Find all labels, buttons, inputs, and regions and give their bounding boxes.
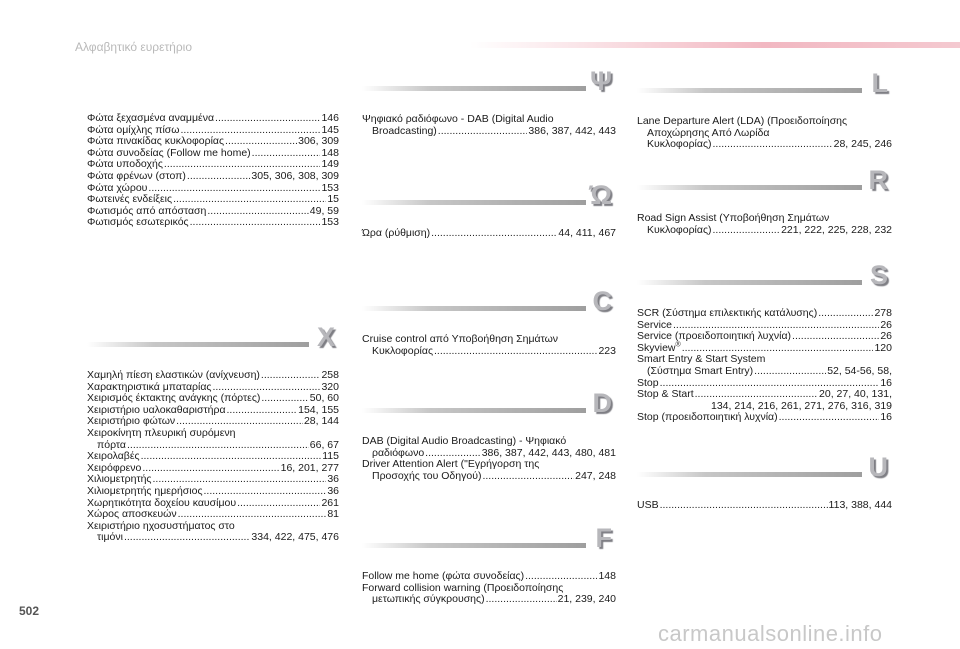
s-section bbox=[637, 260, 892, 424]
entry-line: Χειροκίνητη πλευρική συρόμενη bbox=[87, 426, 236, 439]
index-entry bbox=[637, 116, 892, 151]
section-divider-bar bbox=[87, 342, 309, 347]
index-entry: SCR (Σύστημα επιλεκτικής κατάλυσης) ..... 278 bbox=[637, 308, 892, 320]
index-entry: Φωτισμός από απόσταση ..... 49, 59 bbox=[87, 206, 339, 218]
section-header bbox=[637, 68, 892, 116]
entry-continuation: Κυκλοφορίας) ..... 221, 222, 225, 228, 232 bbox=[637, 225, 892, 237]
c-section bbox=[362, 286, 616, 357]
section-divider-bar bbox=[362, 306, 586, 311]
entry-continuation: ραδιόφωνο ..... 386, 387, 442, 443, 480, 481 bbox=[362, 448, 616, 460]
section-divider-bar bbox=[362, 86, 586, 91]
section-header bbox=[362, 286, 616, 334]
index-entry: Φώτα ομίχλης πίσω ..... 145 bbox=[87, 125, 339, 137]
index-entry: Service ..... 26 bbox=[637, 320, 892, 332]
index-column-1 bbox=[87, 113, 339, 229]
section-header bbox=[362, 388, 616, 436]
index-entry: Φώτα πινακίδας κυκλοφορίας ..... 306, 309 bbox=[87, 136, 339, 148]
entry-line: Stop & Start ..... 20, 27, 40, 131, bbox=[637, 389, 892, 401]
index-entry: Χώρος αποσκευών ..... 81 bbox=[87, 509, 339, 521]
omega-section bbox=[362, 180, 616, 240]
section-letter: Ψ bbox=[590, 66, 612, 96]
section-letter: F bbox=[595, 523, 612, 553]
index-entry: Φώτα υποδοχής ..... 149 bbox=[87, 159, 339, 171]
index-entry: Stop (προειδοποιητική λυχνία) ..... 16 bbox=[637, 412, 892, 424]
index-entry: Χαρακτηριστικά μπαταρίας ..... 320 bbox=[87, 382, 339, 394]
index-entry: Φώτα ξεχασμένα αναμμένα ..... 146 bbox=[87, 113, 339, 125]
entry-continuation: μετωπικής σύγκρουσης) ..... 21, 239, 240 bbox=[362, 594, 616, 606]
section-letter: Ώ bbox=[589, 180, 612, 210]
header-accent-bar bbox=[470, 42, 960, 48]
entry-text: Skyview bbox=[637, 341, 676, 354]
entry-continuation: τιμόνι ..... 334, 422, 475, 476 bbox=[87, 532, 339, 544]
entry-line: Smart Entry & Start System bbox=[637, 353, 766, 366]
section-letter: C bbox=[592, 286, 612, 316]
section-letter: U bbox=[868, 452, 888, 482]
entry-line: Ψηφιακό ραδιόφωνο - DAB (Digital Audio bbox=[362, 113, 554, 125]
index-entry: Follow me home (φώτα συνοδείας) ..... 148 bbox=[362, 571, 616, 583]
index-entry bbox=[637, 354, 892, 377]
index-entry: Service (προειδοποιητική λυχνία) ..... 26 bbox=[637, 331, 892, 343]
index-entry: Φώτα συνοδείας (Follow me home) ..... 148 bbox=[87, 148, 339, 160]
entry-line: Lane Departure Alert (LDA) (Προειδοποίησης bbox=[637, 115, 848, 127]
section-divider-bar bbox=[637, 472, 862, 477]
index-entry: Φώτα χώρου ..... 153 bbox=[87, 183, 339, 195]
entry-line: Forward collision warning (Προειδοποίησης bbox=[362, 581, 564, 594]
index-entry: Φωτεινές ενδείξεις ..... 15 bbox=[87, 194, 339, 206]
entry-continuation: Κυκλοφορίας ..... 223 bbox=[362, 346, 616, 358]
phi-entries bbox=[87, 113, 339, 229]
section-header bbox=[637, 165, 892, 213]
section-header bbox=[362, 66, 616, 114]
section-divider-bar bbox=[637, 88, 862, 93]
index-entry: Skyview® ..... 120 bbox=[637, 343, 892, 355]
entry-line: Cruise control από Υποβοήθηση Σημάτων bbox=[362, 333, 559, 345]
index-entry: Χειρόφρενο ..... 16, 201, 277 bbox=[87, 463, 339, 475]
watermark: carmanualsonline.info bbox=[658, 621, 883, 646]
index-entry: Φώτα φρένων (στοπ) ..... 305, 306, 308, 309 bbox=[87, 171, 339, 183]
entry-line: Driver Attention Alert ("Εγρήγορση της bbox=[362, 458, 540, 471]
f-section bbox=[362, 523, 616, 606]
index-entry: USB ..... 113, 388, 444 bbox=[637, 500, 892, 512]
index-entry bbox=[362, 334, 616, 357]
entry-continuation: (Σύστημα Smart Entry) ..... 52, 54-56, 58, bbox=[637, 366, 892, 378]
index-entry: Χιλιομετρητής ..... 36 bbox=[87, 474, 339, 486]
entry-line: Αποχώρησης Από Λωρίδα bbox=[647, 126, 770, 139]
index-entry: Χειριστήριο φώτων ..... 28, 144 bbox=[87, 416, 339, 428]
index-entry bbox=[87, 521, 339, 544]
entry-continuation: Προσοχής του Οδηγού) ..... 247, 248 bbox=[362, 471, 616, 483]
section-divider-bar bbox=[637, 185, 862, 190]
section-header bbox=[637, 452, 892, 500]
section-header bbox=[362, 180, 616, 228]
entry-line: Χειριστήριο ηχοσυστήματος στο bbox=[87, 519, 235, 532]
index-entry: Χιλιομετρητής ημερήσιος ..... 36 bbox=[87, 486, 339, 498]
entry-continuation: 134, 214, 216, 261, 271, 276, 316, 319 bbox=[711, 399, 892, 412]
index-entry: Χειρολαβές ..... 115 bbox=[87, 451, 339, 463]
l-section bbox=[637, 68, 892, 151]
section-letter: L bbox=[871, 68, 888, 98]
psi-section bbox=[362, 66, 616, 137]
page-header-title: Αλφαβητικό ευρετήριο bbox=[75, 40, 193, 54]
entry-line: Road Sign Assist (Υποβοήθηση Σημάτων bbox=[637, 212, 830, 224]
section-divider-bar bbox=[362, 543, 586, 548]
page-number: 502 bbox=[19, 604, 40, 618]
u-section bbox=[637, 452, 892, 512]
section-letter: X bbox=[316, 322, 335, 352]
section-header bbox=[362, 523, 616, 571]
index-entry: Χειρισμός έκτακτης ανάγκης (πόρτες) ..... 50, 60 bbox=[87, 393, 339, 405]
index-entry bbox=[362, 459, 616, 482]
d-section bbox=[362, 388, 616, 482]
index-entry bbox=[362, 436, 616, 459]
entry-continuation: πόρτα ..... 66, 67 bbox=[87, 440, 339, 452]
registered-mark: ® bbox=[675, 341, 681, 349]
index-entry: Χειριστήριο υαλοκαθαριστήρα ..... 154, 155 bbox=[87, 405, 339, 417]
index-entry: Φωτισμός εσωτερικός ..... 153 bbox=[87, 217, 339, 229]
index-entry: Χωρητικότητα δοχείου καυσίμου ..... 261 bbox=[87, 498, 339, 510]
entry-continuation: Broadcasting) ..... 386, 387, 442, 443 bbox=[362, 126, 616, 138]
index-entry bbox=[362, 114, 616, 137]
section-divider-bar bbox=[637, 280, 862, 285]
section-letter: S bbox=[869, 260, 888, 290]
section-header bbox=[637, 260, 892, 308]
section-header bbox=[87, 322, 339, 370]
index-entry bbox=[87, 428, 339, 451]
index-entry bbox=[637, 389, 892, 412]
index-entry: Χαμηλή πίεση ελαστικών (ανίχνευση) ..... 258 bbox=[87, 370, 339, 382]
r-section bbox=[637, 165, 892, 236]
section-letter: D bbox=[592, 388, 612, 418]
entry-continuation: Κυκλοφορίας) ..... 28, 245, 246 bbox=[637, 139, 892, 151]
chi-section bbox=[87, 322, 339, 544]
section-divider-bar bbox=[362, 408, 586, 413]
entry-line: DAB (Digital Audio Broadcasting) - Ψηφιακό bbox=[362, 435, 567, 447]
index-entry bbox=[362, 583, 616, 606]
index-entry: Stop ..... 16 bbox=[637, 378, 892, 390]
section-letter: R bbox=[868, 165, 888, 195]
index-entry: Ώρα (ρύθμιση) ..... 44, 411, 467 bbox=[362, 228, 616, 240]
index-entry bbox=[637, 213, 892, 236]
section-divider-bar bbox=[362, 200, 586, 205]
